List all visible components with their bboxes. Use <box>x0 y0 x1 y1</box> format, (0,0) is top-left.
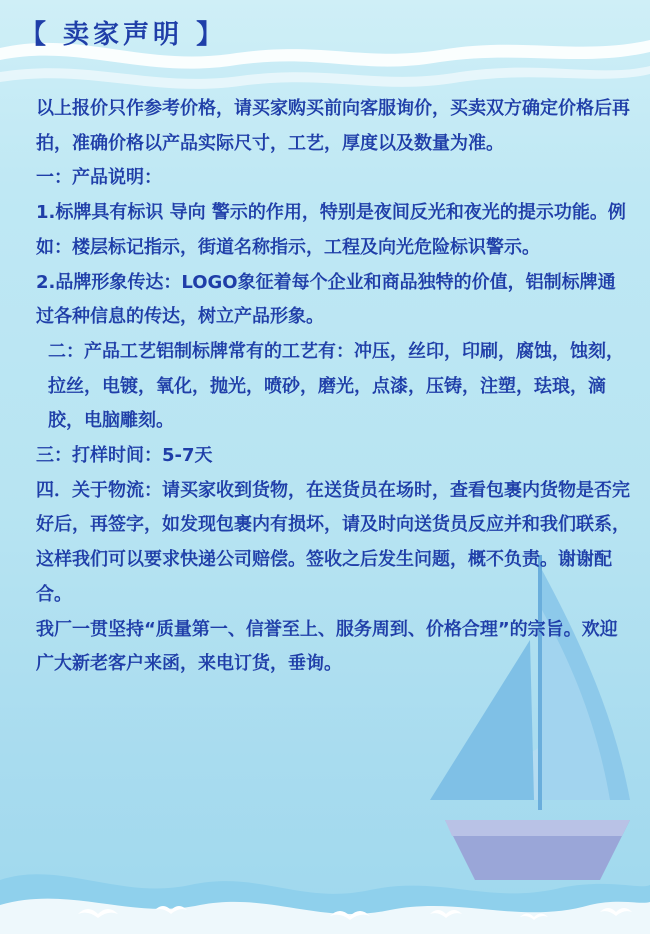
page-title: 【 卖家声明 】 <box>20 20 227 50</box>
top-wave-ribbon-2 <box>0 66 650 89</box>
closing-paragraph: 我厂一贯坚持“质量第一、信誉至上、服务周到、价格合理”的宗旨。欢迎广大新老客户来函，来电订货，垂询。 <box>36 618 618 675</box>
section-heading-product-info: 一：产品说明： <box>36 167 162 189</box>
section-logistics-paragraph: 四．关于物流：请买家收到货物，在送货员在场时，查看包裹内货物是否完好后，再签字，如发现包裹内有损坏，请及时向送货员反应并和我们联系，这样我们可以要求快递公司赔偿。签收之后发生问题，概不负责。谢谢配合。 <box>36 479 630 605</box>
declaration-body <box>36 92 632 682</box>
intro-paragraph: 以上报价只作参考价格，请买家购买前向客服询价，买卖双方确定价格后再拍，准确价格以产品实际尺寸，工艺，厚度以及数量为准。 <box>36 98 630 154</box>
product-info-item-1: 1.标牌具有标识 导向 警示的作用，特别是夜间反光和夜光的提示功能。例如：楼层标记指示，街道名称指示，工程及向光危险标识警示。 <box>36 202 626 258</box>
boat-hull-shade <box>445 820 630 836</box>
section-sample-time: 三：打样时间：5-7天 <box>36 445 213 467</box>
product-info-item-2: 2.品牌形象传达：LOGO象征着每个企业和商品独特的价值，铝制标牌通过各种信息的传达，树立产品形象。 <box>36 271 616 328</box>
section-process-paragraph: 二：产品工艺铝制标牌常有的工艺有：冲压，丝印，印刷，腐蚀，蚀刻，拉丝，电镀，氧化，抛光，喷砂，磨光，点漆，压铸，注塑，珐琅，滴胶，电脑雕刻。 <box>48 340 624 432</box>
